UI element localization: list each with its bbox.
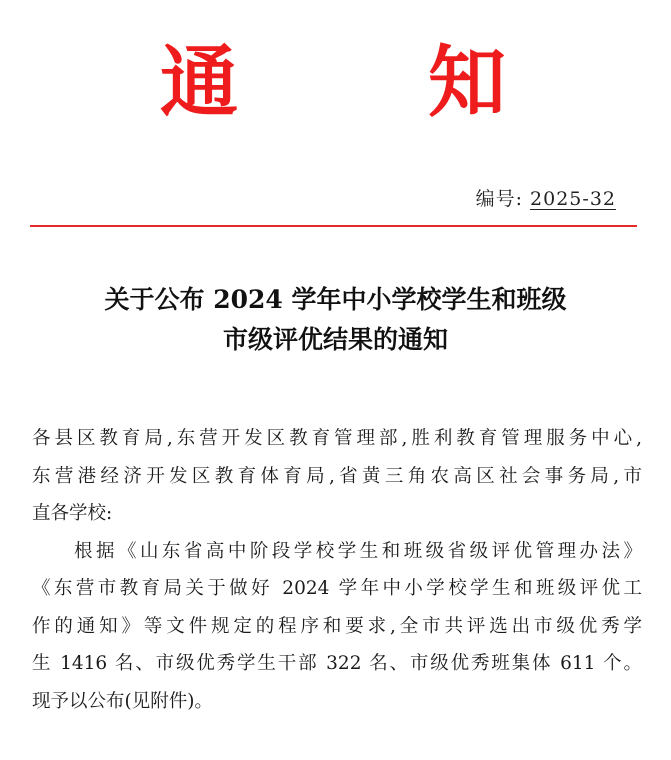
title-line-2: 市级评优结果的通知: [222, 325, 448, 354]
header-char-tong: 通: [160, 38, 239, 128]
document-number: [476, 186, 616, 212]
document-header: [0, 38, 671, 128]
document-number-label: 编号:: [475, 188, 523, 210]
paragraph-line-1: 根据《山东省高中阶段学校学生和班级省级评优管理办法》: [74, 540, 642, 562]
paragraph-line-2: 《东营市教育局关于做好 2024 学年中小学校学生和班级评优工: [32, 578, 642, 599]
header-char-zhi: 知: [428, 38, 507, 128]
addressee-line-2: 东营港经济开发区教育体育局,省黄三角农高区社会事务局,市: [32, 465, 642, 487]
paragraph-line-3: 作的通知》等文件规定的程序和要求,全市共评选出市级优秀学: [32, 615, 642, 637]
addressee-line-1: 各县区教育局,东营开发区教育管理部,胜利教育管理服务中心,: [32, 428, 642, 449]
addressee-line-3: 直各学校:: [32, 503, 113, 524]
paragraph-line-5: 现予以公布(见附件)。: [32, 690, 213, 712]
document-title: [0, 280, 671, 360]
document-body: [32, 420, 642, 720]
document-number-value: 2025-32: [530, 188, 616, 210]
red-divider-line: [30, 225, 637, 227]
paragraph-line-4: 生 1416 名、市级优秀学生干部 322 名、市级优秀班集体 611 个。: [32, 653, 642, 674]
title-line-1: 关于公布 2024 学年中小学校学生和班级: [104, 285, 567, 314]
